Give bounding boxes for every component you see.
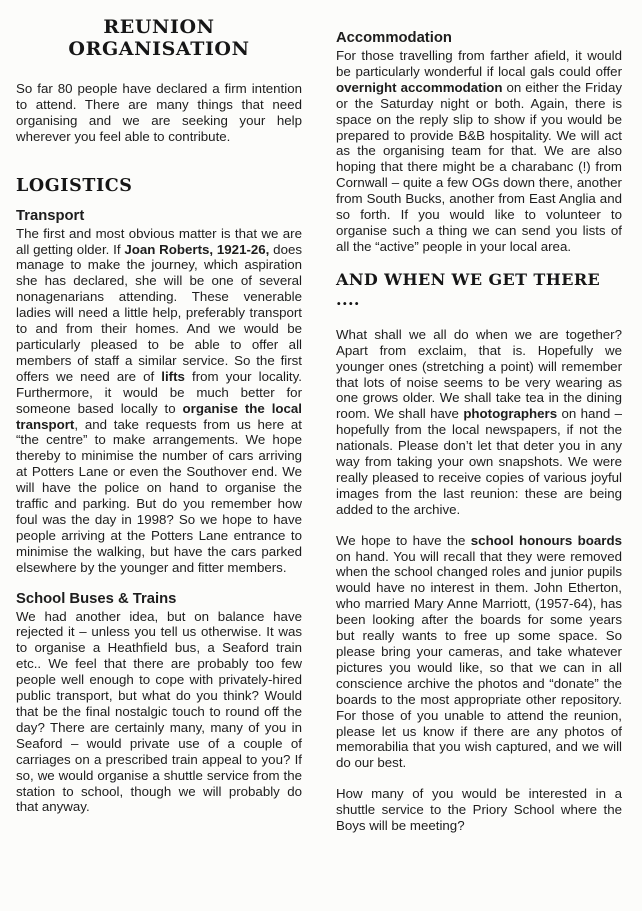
transport-heading: Transport	[16, 207, 85, 224]
activities-paragraph: What shall we all do when we are together? Apart from exclaim, that is. Hopefully we younger ones (stretching a point) will remember that lots of noise seems to be very wearing as one grows older. We shall take tea in the dining room. We shall have photographers on hand – hopefully from the local newspapers, if not the nationals. Please don’t let that deter you in any way from taking your own snapshots. We were really pleased to receive copies of various joyful images from the last reunion: these are being added to the archive.	[336, 326, 622, 517]
intro-paragraph: So far 80 people have declared a firm intention to attend. There are many things that need organising and we are seeking your help wherever you feel able to contribute.	[16, 81, 302, 144]
accommodation-paragraph: For those travelling from farther afield, it would be particularly wonderful if local gals could offer overnight accommodation on either the Friday or the Saturday night or both. Again, there is space on the reply slip to show if you would be prepared to provide B&B hospitality. We will act as the organising team for that. We are also hoping that there might be a charabanc (!) from Cornwall – quite a few OGs down there, another from South Bucks, another from East Anglia and so forth. If you would like to volunteer to organise such a thing we can send you lists of all the “active” people in your local area.	[336, 48, 622, 254]
school-buses-heading: School Buses & Trains	[16, 590, 177, 607]
honours-boards-paragraph: We hope to have the school honours boards on hand. You will recall that they were removed when the school changed roles and junior pupils would have no interest in them. John Etherton, who married Mary Anne Marriott, (1957-64), has been looking after the boards for some years but really wants to free up some space. So please bring your cameras, and take whatever pictures you would like, so that we can in all conscience archive the photos and “donate” the boards to the most appropriate other repository. For those of you unable to attend the reunion, please let us know if there are any photos of memorabilia that you wish captured, and we will do our best.	[336, 532, 622, 771]
column-left	[16, 8, 302, 834]
and-when-we-get-there-heading: AND WHEN WE GET THERE ....	[336, 269, 601, 309]
shuttle-question-paragraph: How many of you would be interested in a shuttle service to the Priory School where the Boys will be meeting?	[336, 786, 622, 834]
logistics-heading: LOGISTICS	[16, 175, 133, 196]
two-column-layout	[16, 8, 622, 834]
transport-paragraph: The first and most obvious matter is that we are all getting older. If Joan Roberts, 1921-26, does manage to make the journey, which aspiration she has declared, she will be one of several nonagenarians attending. These venerable ladies will need a little help, preferably transport to and from their homes. And we would be particularly pleased to be able to offer all members of staff a similar service. So the first offers we need are of lifts from your locality. Furthermore, it would be much better for someone based locally to organise the local transport, and take requests from us here at “the centre” to make arrangements. We hope thereby to minimise the number of cars arriving at Potters Lane or even the Southover end. We will have the police on hand to organise the traffic and parking. But do you remember how foul was the day in 1998? So we hope to have people arriving at the Potters Lane entrance to minimise the walking, but have the cars parked elsewhere by the younger and fitter members.	[16, 225, 303, 575]
school-buses-paragraph: We had another idea, but on balance have rejected it – unless you tell us otherwise. It was to organise a Heathfield bus, a Seaford train etc.. We feel that there are probably too few people well enough to cope with privately-hired public transport, but what do you think? Would that be the final nostalgic touch to round off the day? There are certainly many, many of you in Seaford – would private use of a couple of carriages on a prescribed train appeal to you? If so, we would organise a shuttle service from the station to school, though we will probably do that anyway.	[16, 608, 302, 815]
page-title: REUNION ORGANISATION	[68, 16, 250, 60]
accommodation-heading: Accommodation	[336, 30, 452, 46]
column-right	[336, 8, 622, 834]
